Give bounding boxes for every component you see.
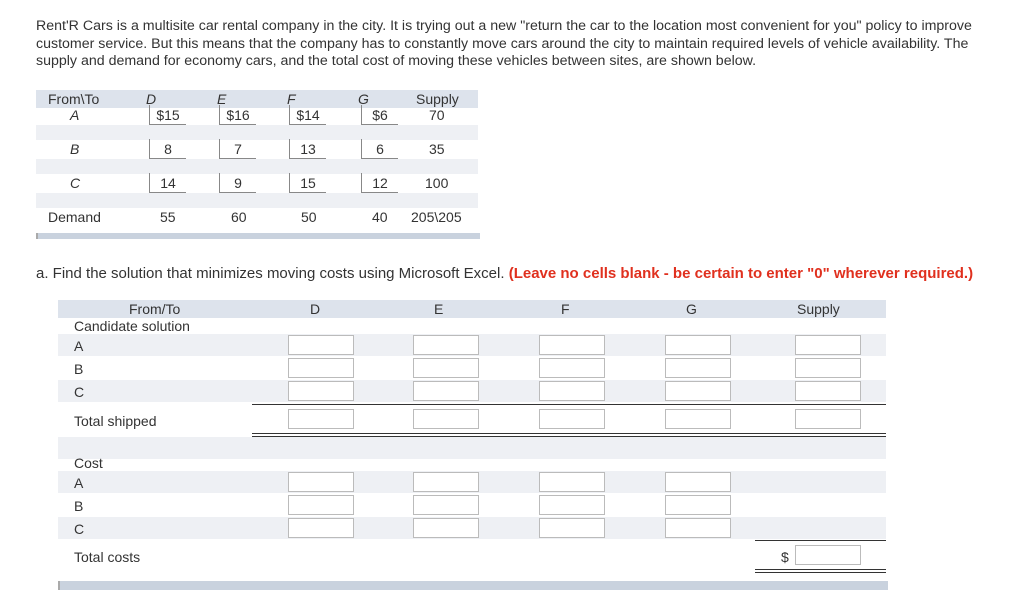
table-footer-bar — [36, 233, 480, 239]
cost-cell: 8 — [149, 139, 186, 159]
currency-symbol: $ — [781, 549, 789, 565]
supply-input-b[interactable] — [795, 358, 861, 378]
ship-input-c-e[interactable] — [413, 381, 479, 401]
cost-input-b-d[interactable] — [288, 495, 354, 515]
col-header-supply: Supply — [797, 301, 840, 317]
table-corner-label: From\To — [48, 91, 100, 107]
col-header-d: D — [146, 91, 157, 107]
cost-input-c-f[interactable] — [539, 518, 605, 538]
double-rule-bottom — [755, 572, 886, 573]
cost-row-label-b: B — [74, 498, 84, 514]
question-a — [36, 265, 973, 282]
row-stripe — [36, 193, 478, 208]
cost-input-a-d[interactable] — [288, 472, 354, 492]
cost-cell: 7 — [219, 139, 256, 159]
cost-input-c-d[interactable] — [288, 518, 354, 538]
total-cost-rule — [755, 540, 886, 541]
row-label-b: B — [70, 141, 80, 157]
row-stripe — [58, 437, 886, 459]
cost-cell: $15 — [149, 105, 186, 125]
ship-input-a-f[interactable] — [539, 335, 605, 355]
candidate-solution-label: Candidate solution — [74, 318, 190, 334]
supply-value: 35 — [429, 141, 445, 157]
demand-value: 40 — [372, 209, 388, 225]
col-header-e: E — [434, 301, 444, 317]
demand-value: 55 — [160, 209, 176, 225]
question-text: a. Find the solution that minimizes moving costs using Microsoft Excel. — [36, 265, 505, 282]
demand-label: Demand — [48, 209, 101, 225]
cost-input-c-g[interactable] — [665, 518, 731, 538]
cost-input-a-e[interactable] — [413, 472, 479, 492]
ship-input-b-d[interactable] — [288, 358, 354, 378]
from-to-label: From/To — [129, 301, 181, 317]
double-rule-top — [252, 433, 886, 434]
cost-cell: 9 — [219, 173, 256, 193]
total-shipped-label: Total shipped — [74, 413, 157, 429]
total-shipped-input-e[interactable] — [413, 409, 479, 429]
total-shipped-input-supply[interactable] — [795, 409, 861, 429]
col-header-f: F — [561, 301, 570, 317]
cost-table-header — [36, 90, 478, 108]
supply-value: 100 — [425, 175, 449, 191]
ship-input-b-g[interactable] — [665, 358, 731, 378]
cost-cell: $16 — [219, 105, 256, 125]
ship-input-a-e[interactable] — [413, 335, 479, 355]
supply-value: 70 — [429, 107, 445, 123]
col-header-d: D — [310, 301, 321, 317]
cost-row-label-c: C — [74, 521, 85, 537]
cost-cell: 12 — [361, 173, 398, 193]
supply-input-a[interactable] — [795, 335, 861, 355]
cost-cell: $14 — [289, 105, 326, 125]
ship-input-c-g[interactable] — [665, 381, 731, 401]
problem-intro: Rent'R Cars is a multisite car rental company in the city. It is trying out a new "return the car to the location most convenient for you" policy to improve customer service. But this means that the company has to constantly move cars around the city to maintain required levels of vehicle availability. The supply and demand for economy cars, and the total cost of moving these vehicles between sites, are shown below. — [36, 18, 972, 69]
cost-cell: $6 — [361, 105, 398, 125]
col-header-f: F — [287, 91, 296, 107]
cost-input-b-e[interactable] — [413, 495, 479, 515]
instruction-note: (Leave no cells blank - be certain to enter "0" wherever required.) — [508, 265, 974, 282]
ship-input-c-d[interactable] — [288, 381, 354, 401]
cost-input-a-f[interactable] — [539, 472, 605, 492]
cost-section-label: Cost — [74, 455, 103, 471]
ship-input-a-d[interactable] — [288, 335, 354, 355]
cost-cell: 6 — [361, 139, 398, 159]
cost-cell: 13 — [289, 139, 326, 159]
cost-cell: 14 — [149, 173, 186, 193]
ship-input-c-f[interactable] — [539, 381, 605, 401]
cost-cell: 15 — [289, 173, 326, 193]
sum-rule — [252, 404, 886, 405]
total-shipped-input-d[interactable] — [288, 409, 354, 429]
ship-input-a-g[interactable] — [665, 335, 731, 355]
row-label-b: B — [74, 361, 84, 377]
col-header-g: G — [686, 301, 697, 317]
col-header-g: G — [358, 91, 369, 107]
supply-input-c[interactable] — [795, 381, 861, 401]
cost-input-a-g[interactable] — [665, 472, 731, 492]
cost-row-label-a: A — [74, 475, 84, 491]
solution-table-header — [58, 300, 886, 318]
col-header-e: E — [217, 91, 227, 107]
total-supply-demand: 205\205 — [411, 209, 462, 225]
double-rule-top — [755, 569, 886, 570]
demand-value: 50 — [301, 209, 317, 225]
row-label-a: A — [74, 338, 84, 354]
row-label-c: C — [74, 384, 85, 400]
demand-value: 60 — [231, 209, 247, 225]
total-shipped-input-f[interactable] — [539, 409, 605, 429]
total-shipped-input-g[interactable] — [665, 409, 731, 429]
row-label-c: C — [70, 175, 81, 191]
total-costs-input[interactable] — [795, 545, 861, 565]
col-header-supply: Supply — [416, 91, 459, 107]
cost-input-b-f[interactable] — [539, 495, 605, 515]
row-label-a: A — [70, 107, 80, 123]
row-stripe — [36, 125, 478, 140]
ship-input-b-f[interactable] — [539, 358, 605, 378]
total-costs-label: Total costs — [74, 549, 141, 565]
cost-input-b-g[interactable] — [665, 495, 731, 515]
row-stripe — [36, 159, 478, 174]
ship-input-b-e[interactable] — [413, 358, 479, 378]
table-footer-bar — [58, 581, 888, 590]
cost-input-c-e[interactable] — [413, 518, 479, 538]
